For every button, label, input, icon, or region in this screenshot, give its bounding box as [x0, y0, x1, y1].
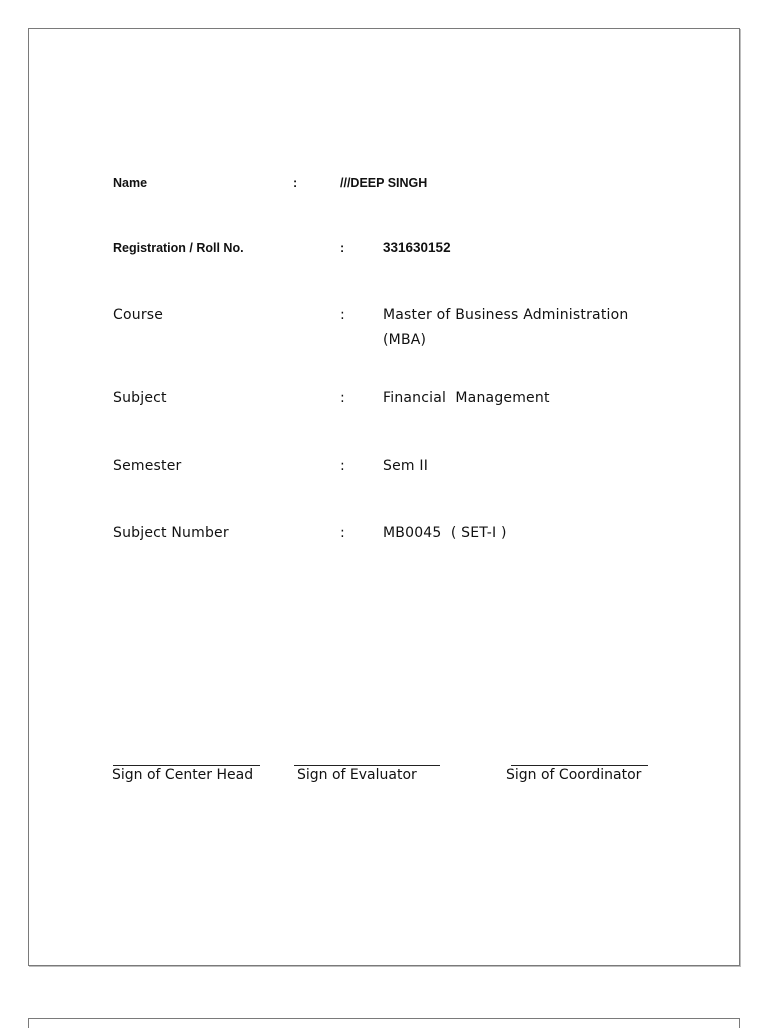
- course-value: Master of Business Administration (MBA): [383, 307, 629, 348]
- center-head-signature-line: [113, 765, 260, 766]
- subject-label: Subject: [113, 390, 167, 406]
- roll-value: 331630152: [383, 240, 451, 255]
- course-label: Course: [113, 307, 164, 323]
- name-value: ///DEEP SINGH: [340, 176, 428, 190]
- evaluator-signature-line: [294, 765, 440, 766]
- center-head-signature-label: Sign of Center Head: [112, 767, 254, 783]
- subject-colon: :: [340, 390, 345, 406]
- roll-label: Registration / Roll No.: [113, 241, 244, 255]
- subject-number-colon: :: [340, 525, 345, 541]
- name-colon: :: [293, 176, 298, 190]
- coordinator-signature-label: Sign of Coordinator: [506, 767, 642, 783]
- roll-colon: :: [340, 241, 345, 255]
- semester-value: Sem II: [383, 458, 429, 474]
- semester-colon: :: [340, 458, 345, 474]
- semester-label: Semester: [113, 458, 182, 474]
- next-page-edge: [28, 1018, 740, 1028]
- subject-number-label: Subject Number: [113, 525, 229, 541]
- subject-value: Financial Management: [383, 390, 550, 406]
- evaluator-signature-label: Sign of Evaluator: [297, 767, 417, 783]
- name-label: Name: [113, 176, 148, 190]
- coordinator-signature-line: [511, 765, 648, 766]
- subject-number-value: MB0045 ( SET-I ): [383, 525, 507, 541]
- document-page: [28, 28, 740, 966]
- course-colon: :: [340, 307, 345, 323]
